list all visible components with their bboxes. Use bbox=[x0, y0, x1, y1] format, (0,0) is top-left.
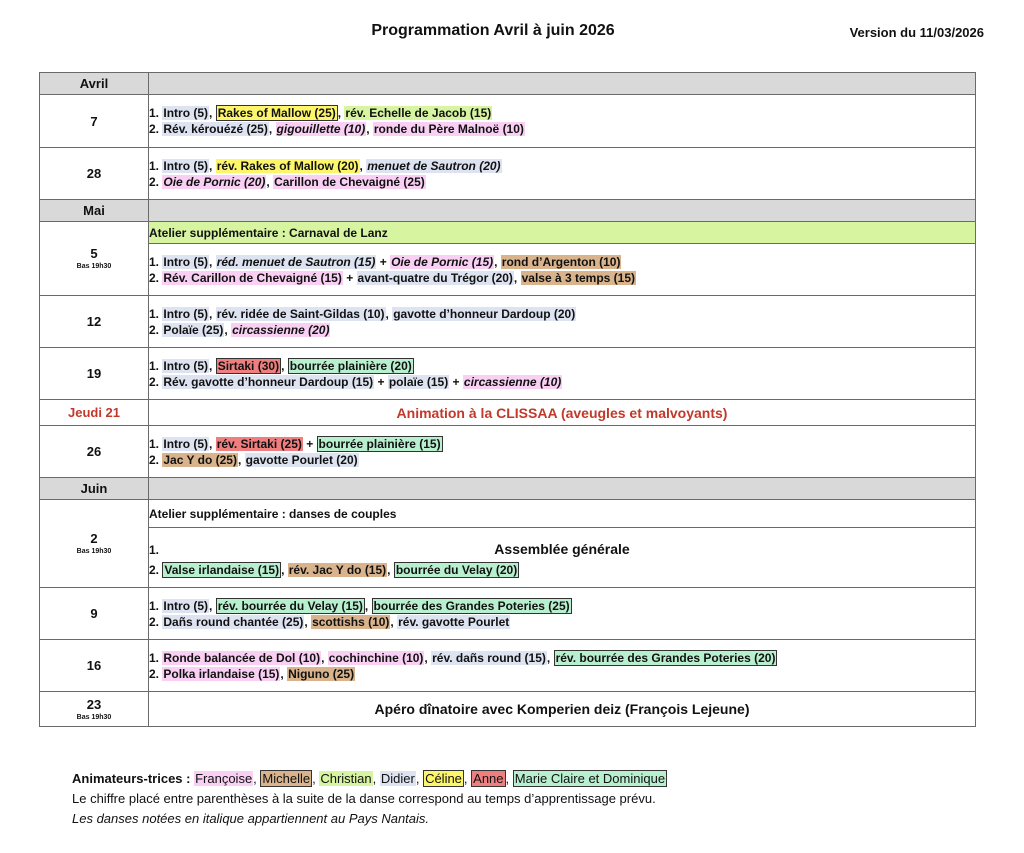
atelier-banner: Atelier supplémentaire : danses de couples bbox=[149, 500, 976, 528]
session-content bbox=[149, 95, 976, 148]
dance: polaïe (15) bbox=[388, 374, 449, 389]
dance: Intro (5) bbox=[163, 598, 209, 613]
session-content bbox=[149, 640, 976, 692]
dance: bourrée du Velay (20) bbox=[395, 562, 518, 577]
dance: rév. bourrée des Grandes Poteries (20) bbox=[555, 650, 776, 665]
dance: Rév. gavotte d’honneur Dardoup (15) bbox=[163, 374, 374, 389]
dance: Intro (5) bbox=[163, 306, 209, 321]
session-line-1: 1. Intro (5), réd. menuet de Sautron (15) + Oie de Pornic (15), rond d’Argenton (10) bbox=[149, 254, 621, 269]
dance: Jac Y do (25) bbox=[163, 452, 237, 467]
session-row-m19 bbox=[40, 348, 976, 400]
session-day: 7 bbox=[40, 95, 149, 148]
assembly-label: Assemblée générale bbox=[494, 540, 630, 557]
animator-name: Christian bbox=[320, 771, 372, 786]
dance: bourrée des Grandes Poteries (25) bbox=[373, 598, 570, 613]
event-text: Apéro dînatoire avec Komperien deiz (François Lejeune) bbox=[149, 692, 976, 727]
session-day: 28 bbox=[40, 148, 149, 200]
animator-name: Marie Claire et Dominique bbox=[514, 771, 666, 786]
dance: bourrée plainière (20) bbox=[289, 358, 412, 373]
session-line-1: 1. Intro (5), rév. Rakes of Mallow (20), menuet de Sautron (20) bbox=[149, 158, 501, 173]
dance: Sirtaki (30) bbox=[217, 358, 280, 373]
session-line-1: 1. Intro (5), Rakes of Mallow (25) , rév. Echelle de Jacob (15) bbox=[149, 106, 492, 120]
session-day: 2 Bas 19h30 bbox=[40, 500, 149, 588]
session-line-1: 1. Intro (5), rév. Sirtaki (25) + bourrée plainière (15) bbox=[149, 436, 441, 451]
dance: bourrée plainière (15) bbox=[318, 436, 441, 451]
session-content bbox=[149, 296, 976, 348]
session-day: 16 bbox=[40, 640, 149, 692]
document-title: Programmation Avril à juin 2026 bbox=[371, 22, 615, 39]
session-line-2: 2. Rév. gavotte d’honneur Dardoup (15) + polaïe (15) + circassienne (10) bbox=[149, 374, 562, 389]
dance: avant-quatre du Trégor (20) bbox=[357, 270, 513, 285]
dance: circassienne (20) bbox=[232, 322, 330, 337]
session-line-2: 2. Valse irlandaise (15) , rév. Jac Y do (15), bourrée du Velay (20) bbox=[149, 562, 518, 577]
dance: rév. Jac Y do (15) bbox=[288, 562, 387, 577]
session-row-j9 bbox=[40, 588, 976, 640]
dance: Valse irlandaise (15) bbox=[164, 562, 280, 577]
dance: rév. ridée de Saint-Gildas (10) bbox=[216, 306, 385, 321]
dance: Ronde balancée de Dol (10) bbox=[163, 650, 321, 665]
dance: Oie de Pornic (15) bbox=[391, 254, 494, 269]
dance: rév. gavotte Pourlet bbox=[398, 614, 510, 629]
time-note: Bas 19h30 bbox=[76, 263, 112, 270]
month-label: Mai bbox=[40, 200, 149, 222]
month-row-avril bbox=[40, 73, 976, 95]
session-line-2: 2. Rév. kérouézé (25), gigouillette (10), ronde du Père Malnoë (10) bbox=[149, 122, 524, 136]
session-line-2: 2. Dañs round chantée (25), scottishs (10), rév. gavotte Pourlet bbox=[149, 614, 510, 629]
session-line-2: 2. Oie de Pornic (20), Carillon de Chevaigné (25) bbox=[149, 174, 425, 189]
dance: Oie de Pornic (20) bbox=[163, 174, 266, 189]
event-text: Animation à la CLISSAA (aveugles et malvoyants) bbox=[149, 400, 976, 426]
session-content bbox=[149, 244, 976, 296]
animator-name: Françoise bbox=[195, 771, 253, 786]
animators-legend: Animateurs-trices : Françoise, Michelle , Christian, Didier, Céline , Anne , Marie Claire et Dominique bbox=[72, 771, 666, 786]
dance: Carillon de Chevaigné (25) bbox=[274, 174, 425, 189]
session-line-2: 2. Polaïe (25), circassienne (20) bbox=[149, 322, 330, 337]
session-content bbox=[149, 348, 976, 400]
session-row-j16 bbox=[40, 640, 976, 692]
dance: valse à 3 temps (15) bbox=[521, 270, 635, 285]
dance: gigouillette (10) bbox=[276, 122, 366, 136]
session-line-2: 2. Rév. Carillon de Chevaigné (15) + avant-quatre du Trégor (20), valse à 3 temps (15) bbox=[149, 270, 635, 285]
dance: Intro (5) bbox=[163, 106, 209, 120]
session-line-1: 1. Intro (5), rév. bourrée du Velay (15) , bourrée des Grandes Poteries (25) bbox=[149, 598, 570, 613]
session-row-m12 bbox=[40, 296, 976, 348]
month-row-juin bbox=[40, 478, 976, 500]
session-row-m26 bbox=[40, 426, 976, 478]
session-row-a7 bbox=[40, 95, 976, 148]
session-row-j2-content bbox=[40, 528, 976, 588]
dance: Intro (5) bbox=[163, 254, 209, 269]
session-content bbox=[149, 588, 976, 640]
dance: Rakes of Mallow (25) bbox=[217, 106, 336, 120]
animator-name: Céline bbox=[425, 771, 462, 786]
month-bar bbox=[149, 73, 976, 95]
dance: Dañs round chantée (25) bbox=[163, 614, 304, 629]
session-row-m5-content bbox=[40, 244, 976, 296]
dance: Rév. kérouézé (25) bbox=[163, 122, 268, 136]
dance: Intro (5) bbox=[163, 358, 209, 373]
atelier-banner: Atelier supplémentaire : Carnaval de Lanz bbox=[149, 222, 976, 244]
session-line-1: 1. Intro (5), Sirtaki (30) , bourrée plainière (20) bbox=[149, 358, 412, 373]
dance: Intro (5) bbox=[163, 436, 209, 451]
dance: Rév. Carillon de Chevaigné (15) bbox=[163, 270, 342, 285]
session-day: 23 Bas 19h30 bbox=[40, 692, 149, 727]
session-row-j23 bbox=[40, 692, 976, 727]
session-day: 12 bbox=[40, 296, 149, 348]
time-note: Bas 19h30 bbox=[76, 713, 112, 721]
legend-note-duration: Le chiffre placé entre parenthèses à la suite de la danse correspond au temps d’apprentissage prévu. bbox=[72, 791, 656, 806]
session-row-a28 bbox=[40, 148, 976, 200]
animator-name: Michelle bbox=[262, 771, 311, 786]
dance: cochinchine (10) bbox=[328, 650, 424, 665]
month-bar bbox=[149, 478, 976, 500]
dance: réd. menuet de Sautron (15) bbox=[216, 254, 376, 269]
legend-note-italic: Les danses notées en italique appartiennent au Pays Nantais. bbox=[72, 811, 430, 826]
session-day: 5 Bas 19h30 bbox=[40, 222, 149, 296]
session-day: 9 bbox=[40, 588, 149, 640]
session-day: 26 bbox=[40, 426, 149, 478]
dance: rév. Rakes of Mallow (20) bbox=[216, 158, 359, 173]
animator-name: Didier bbox=[380, 771, 415, 786]
session-row-m5 bbox=[40, 222, 976, 244]
dance: rond d’Argenton (10) bbox=[501, 254, 621, 269]
session-row-j2 bbox=[40, 500, 976, 528]
dance: rév. dañs round (15) bbox=[432, 650, 546, 665]
session-content bbox=[149, 528, 976, 588]
dance: Niguno (25) bbox=[288, 666, 355, 681]
session-content bbox=[149, 426, 976, 478]
dance: gavotte d’honneur Dardoup (20) bbox=[393, 306, 576, 321]
session-day: 19 bbox=[40, 348, 149, 400]
dance: Intro (5) bbox=[163, 158, 209, 173]
session-line-2: 2. Polka irlandaise (15), Niguno (25) bbox=[149, 666, 355, 681]
dance: gavotte Pourlet (20) bbox=[245, 452, 358, 467]
schedule-table bbox=[39, 72, 976, 727]
animator-name: Anne bbox=[473, 771, 504, 786]
month-bar bbox=[149, 200, 976, 222]
version-label: Version du 11/03/2026 bbox=[849, 25, 984, 40]
dance: Polka irlandaise (15) bbox=[163, 666, 280, 681]
dance: ronde du Père Malnoë (10) bbox=[373, 122, 524, 136]
time-note: Bas 19h30 bbox=[76, 548, 112, 555]
month-label: Avril bbox=[40, 73, 149, 95]
session-content bbox=[149, 148, 976, 200]
legend-lead: Animateurs-trices : bbox=[72, 771, 195, 786]
session-day: Jeudi 21 bbox=[40, 400, 149, 426]
session-row-m21 bbox=[40, 400, 976, 426]
session-line-1: 1. Intro (5), rév. ridée de Saint-Gildas (10), gavotte d’honneur Dardoup (20) bbox=[149, 306, 576, 321]
month-row-mai bbox=[40, 200, 976, 222]
dance: circassienne (10) bbox=[463, 374, 562, 389]
dance: rév. Sirtaki (25) bbox=[216, 436, 302, 451]
dance: menuet de Sautron (20) bbox=[367, 158, 501, 173]
dance: rév. bourrée du Velay (15) bbox=[217, 598, 363, 613]
dance: rév. Echelle de Jacob (15) bbox=[345, 106, 492, 120]
month-label: Juin bbox=[40, 478, 149, 500]
session-line-1: 1. Assemblée générale bbox=[149, 538, 975, 562]
dance: Polaïe (25) bbox=[163, 322, 224, 337]
dance: scottishs (10) bbox=[312, 614, 390, 629]
session-line-2: 2. Jac Y do (25), gavotte Pourlet (20) bbox=[149, 452, 358, 467]
session-line-1: 1. Ronde balancée de Dol (10), cochinchine (10), rév. dañs round (15), rév. bourrée des Grandes Poteries (20) bbox=[149, 650, 776, 665]
